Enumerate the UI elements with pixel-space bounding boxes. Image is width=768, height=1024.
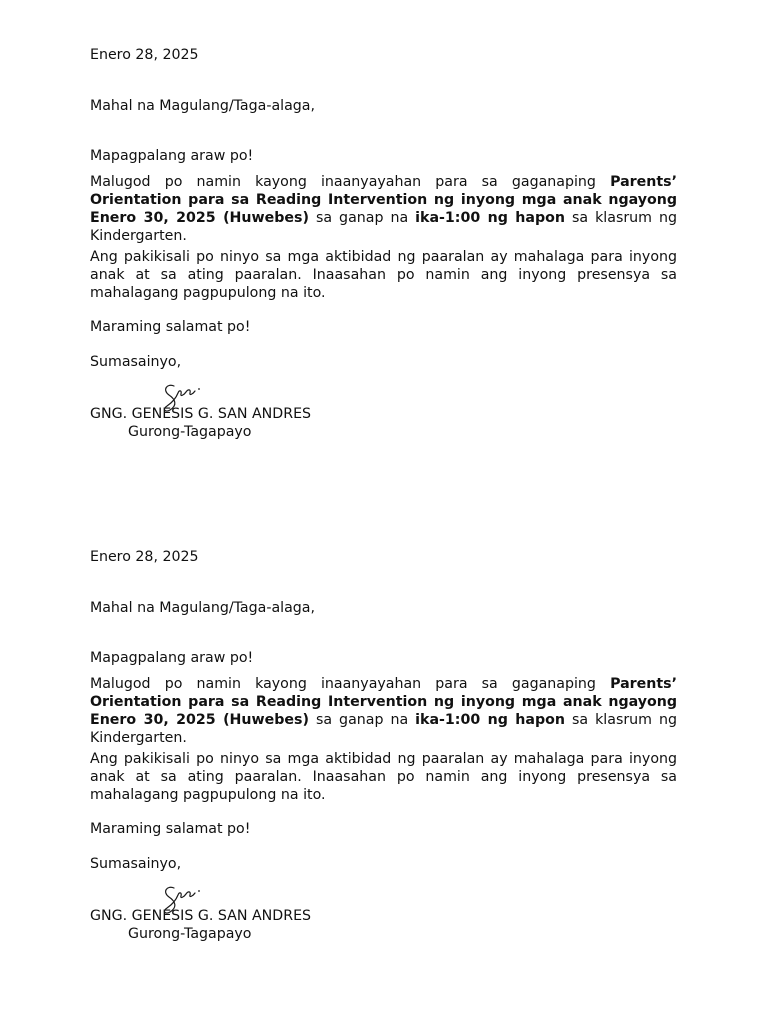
invitation-text: Malugod po namin kayong inaanyayahan para sa gaganaping [90, 676, 611, 692]
invitation-text: sa klasrum ng Kindergarten. [90, 712, 677, 746]
event-name: Parents’ Orientation para sa Reading Intervention ng inyong mga anak ngayong Enero 30, 2025 (Huwebes) [90, 676, 677, 728]
letter-paragraph-invitation [90, 173, 677, 245]
event-time: ika-1:00 ng hapon [415, 712, 565, 728]
letter-date: Enero 28, 2025 [90, 549, 199, 565]
signatory-name: GNG. GENESIS G. SAN ANDRES [90, 908, 312, 924]
invitation-text: sa klasrum ng Kindergarten. [90, 210, 677, 244]
signatory-title: Gurong-Tagapayo [128, 926, 252, 942]
invitation-text: sa ganap na [308, 210, 416, 226]
event-time: ika-1:00 ng hapon [415, 210, 565, 226]
letter-greeting: Mahal na Magulang/Taga-alaga, [90, 600, 315, 616]
letter-closing: Sumasainyo, [90, 856, 182, 872]
event-name: Parents’ Orientation para sa Reading Intervention ng inyong mga anak ngayong Enero 30, 2025 (Huwebes) [90, 174, 677, 226]
letter-salutation: Mapagpalang araw po! [90, 650, 254, 666]
letter-closing: Sumasainyo, [90, 354, 182, 370]
letter-paragraph-invitation [90, 675, 677, 747]
invitation-text: Malugod po namin kayong inaanyayahan para sa gaganaping [90, 174, 611, 190]
letter-1 [90, 46, 677, 486]
letter-greeting: Mahal na Magulang/Taga-alaga, [90, 98, 315, 114]
letter-thanks: Maraming salamat po! [90, 319, 251, 335]
letter-salutation: Mapagpalang araw po! [90, 148, 254, 164]
signatory-name: GNG. GENESIS G. SAN ANDRES [90, 406, 312, 422]
signatory-title: Gurong-Tagapayo [128, 424, 252, 440]
letter-paragraph-importance: Ang pakikisali po ninyo sa mga aktibidad ng paaralan ay mahalaga para inyong anak at sa ating paaralan. Inaasahan po namin ang inyong presensya sa mahalagang pagpupulong na ito. [90, 249, 677, 301]
letter-paragraph-importance: Ang pakikisali po ninyo sa mga aktibidad ng paaralan ay mahalaga para inyong anak at sa ating paaralan. Inaasahan po namin ang inyong presensya sa mahalagang pagpupulong na ito. [90, 751, 677, 803]
letter-date: Enero 28, 2025 [90, 47, 199, 63]
letter-2 [90, 548, 677, 988]
letter-thanks: Maraming salamat po! [90, 821, 251, 837]
invitation-text: sa ganap na [308, 712, 416, 728]
